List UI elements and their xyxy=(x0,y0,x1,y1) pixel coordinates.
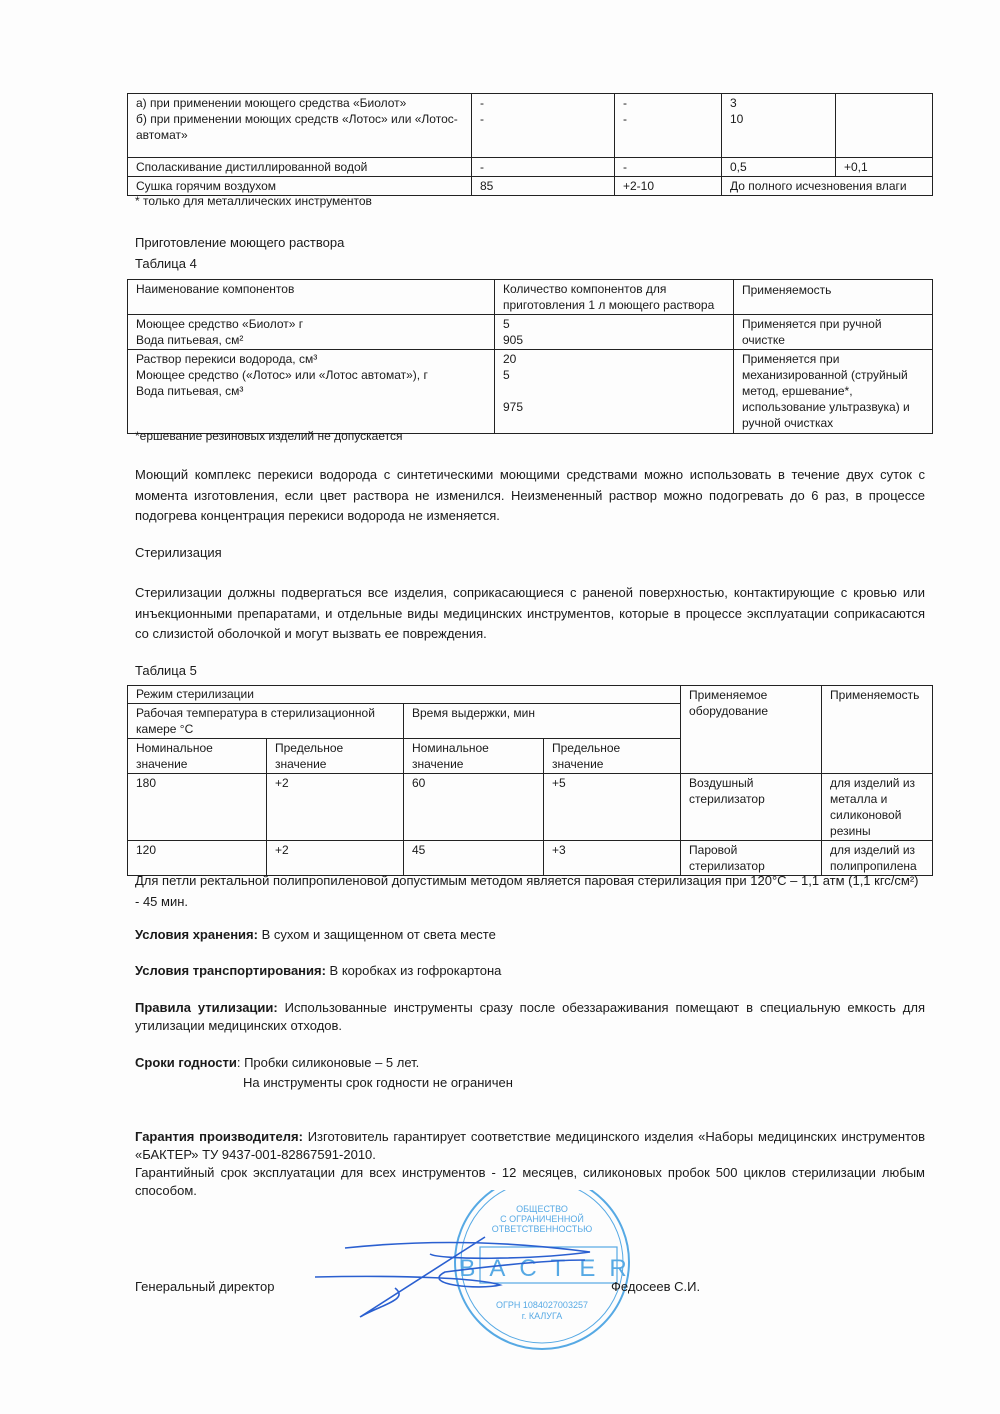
cell: 120 xyxy=(128,841,267,876)
stamp-text: ОБЩЕСТВО xyxy=(516,1204,568,1214)
cell xyxy=(836,94,933,158)
column-header: Номинальное значение xyxy=(128,739,267,774)
cell: Моющее средство «Биолот» г xyxy=(136,317,304,331)
cell: 5 xyxy=(503,368,510,382)
cell: 180 xyxy=(128,774,267,841)
label: Условия транспортирования: xyxy=(135,963,326,978)
cell: +2 xyxy=(267,841,404,876)
cell: Паровой стерилизатор xyxy=(681,841,822,876)
cell: +5 xyxy=(544,774,681,841)
column-header: Предельное значение xyxy=(267,739,404,774)
label: Сроки годности xyxy=(135,1055,237,1070)
stamp-and-signature xyxy=(300,1190,750,1360)
value: Гарантийный срок эксплуатации для всех инструментов - 12 месяцев, силиконовых пробок 500 циклов стерилизации любым способом. xyxy=(135,1165,925,1198)
column-header: Предельное значение xyxy=(544,739,681,774)
cell: +2-10 xyxy=(615,177,722,196)
cell: Споласкивание дистиллированной водой xyxy=(128,158,472,177)
paragraph: Для петли ректальной полипропиленовой допустимым методом является паровая стерилизация при 120°С – 1,1 атм (1,1 кгс/см²) - 45 мин. xyxy=(135,873,919,909)
column-header: Рабочая температура в стерилизационной камере °С xyxy=(128,704,404,739)
cell: До полного исчезновения влаги xyxy=(722,177,933,196)
table-row xyxy=(128,158,933,177)
cell: 5 xyxy=(503,317,510,331)
cell: +2 xyxy=(267,774,404,841)
cell: - xyxy=(480,112,484,126)
column-header: Наименование компонентов xyxy=(128,280,495,315)
stamp-text: ОТВЕТСТВЕННОСТЬЮ xyxy=(491,1224,593,1234)
cell: 20 xyxy=(503,352,517,366)
column-header: Применяемое оборудование xyxy=(681,686,822,774)
cell: Вода питьевая, см² xyxy=(136,333,244,347)
cell: Моющее средство («Лотос» или «Лотос автомат»), г xyxy=(136,368,428,382)
cell: Вода питьевая, см³ xyxy=(136,384,244,398)
stamp-text: С ОГРАНИЧЕННОЙ xyxy=(500,1214,584,1224)
shelf-life xyxy=(135,1053,925,1074)
table-caption: Таблица 5 xyxy=(135,663,197,678)
table-header-row xyxy=(128,280,933,315)
transport-conditions xyxy=(135,961,925,982)
value: Изготовитель гарантирует соответствие медицинского изделия «Наборы медицинских инструментов «БАКТЕР» ТУ 9437-001-82867591-2010. xyxy=(135,1129,925,1162)
cell: 905 xyxy=(503,333,524,347)
section-heading: Приготовление моющего раствора xyxy=(135,235,345,250)
cell: 85 xyxy=(472,177,615,196)
cell: для изделий из полипропилена xyxy=(822,841,933,876)
stamp xyxy=(455,1190,641,1349)
paragraph: Стерилизации должны подвергаться все изделия, соприкасающиеся с раненой поверхностью, контактирующие с кровью или инъекционными препаратами, и отдельные виды медицинских инструментов, которые в процессе эксплуатации соприкасаются со слизистой оболочкой и могут вызвать ее повреждения. xyxy=(135,585,925,641)
table-5 xyxy=(127,685,933,876)
stamp-text: г. КАЛУГА xyxy=(521,1311,563,1321)
cell: а) при применении моющего средства «Биолот» xyxy=(136,96,407,110)
column-header: Применяемость xyxy=(734,280,933,315)
table-row xyxy=(128,774,933,841)
cell: +0,1 xyxy=(836,158,933,177)
cell: Применяется при ручной очистке xyxy=(734,315,933,350)
stamp-brand: BACTER xyxy=(459,1255,641,1282)
table-4 xyxy=(127,279,933,434)
cell: - xyxy=(480,96,484,110)
cell: 45 xyxy=(404,841,544,876)
table-row xyxy=(128,315,933,350)
column-header: Количество компонентов для приготовления 1 л моющего раствора xyxy=(495,280,734,315)
cell: - xyxy=(472,158,615,177)
cell: 10 xyxy=(730,112,744,126)
cell: 0,5 xyxy=(722,158,836,177)
paragraph: Моющий комплекс перекиси водорода с синтетическими моющими средствами можно использовать в течение двух суток с момента изготовления, если цвет раствора не изменился. Неизмененный раствор можно подогревать до 6 раз, в процессе подогрева концентрация перекиси водорода не изменяется. xyxy=(135,467,925,523)
cell: для изделий из металла и силиконовой резины xyxy=(822,774,933,841)
signatory-name: Федосеев С.И. xyxy=(611,1279,701,1294)
disposal-rules xyxy=(135,999,925,1035)
label: Условия хранения: xyxy=(135,927,258,942)
table-row xyxy=(128,94,933,158)
section-heading: Стерилизация xyxy=(135,545,222,560)
table-header-row xyxy=(128,686,933,704)
table-row xyxy=(128,350,933,434)
cell: - xyxy=(623,96,627,110)
cell: Раствор перекиси водорода, см³ xyxy=(136,352,318,366)
cell: Сушка горячим воздухом xyxy=(128,177,472,196)
column-header: Время выдержки, мин xyxy=(404,704,681,739)
footnote: * только для металлических инструментов xyxy=(135,194,372,208)
cell: 3 xyxy=(730,96,737,110)
column-header: Режим стерилизации xyxy=(128,686,681,704)
cell: 975 xyxy=(503,400,524,414)
value: : Пробки силиконовые – 5 лет. xyxy=(236,1055,420,1070)
column-header: Применяемость xyxy=(822,686,933,774)
stamp-text: ОГРН 1084027003257 xyxy=(496,1300,588,1310)
cell: +3 xyxy=(544,841,681,876)
cell: б) при применении моющих средств «Лотос» или «Лотос-автомат» xyxy=(136,112,458,142)
table-3-continued xyxy=(127,93,933,196)
cell: - xyxy=(623,112,627,126)
value: Использованные инструменты сразу после обеззараживания помещают в специальную емкость для утилизации медицинских отходов. xyxy=(135,1000,925,1033)
column-header: Номинальное значение xyxy=(404,739,544,774)
value: В сухом и защищенном от света месте xyxy=(257,927,496,942)
signatory-position: Генеральный директор xyxy=(135,1279,275,1294)
footnote: *ершевание резиновых изделий не допускается xyxy=(135,429,403,443)
cell: - xyxy=(615,158,722,177)
value: В коробках из гофрокартона xyxy=(325,963,502,978)
table-row xyxy=(128,177,933,196)
shelf-life-2: На инструменты срок годности не ограничен xyxy=(243,1075,513,1090)
label: Правила утилизации: xyxy=(135,1000,278,1015)
label: Гарантия производителя: xyxy=(135,1129,303,1144)
cell: Воздушный стерилизатор xyxy=(681,774,822,841)
cell: 60 xyxy=(404,774,544,841)
cell: Применяется при механизированной (струйный метод, ершевание*, использование ультразвука) и ручной очистках xyxy=(734,350,933,434)
storage-conditions xyxy=(135,925,925,946)
table-caption: Таблица 4 xyxy=(135,256,197,271)
